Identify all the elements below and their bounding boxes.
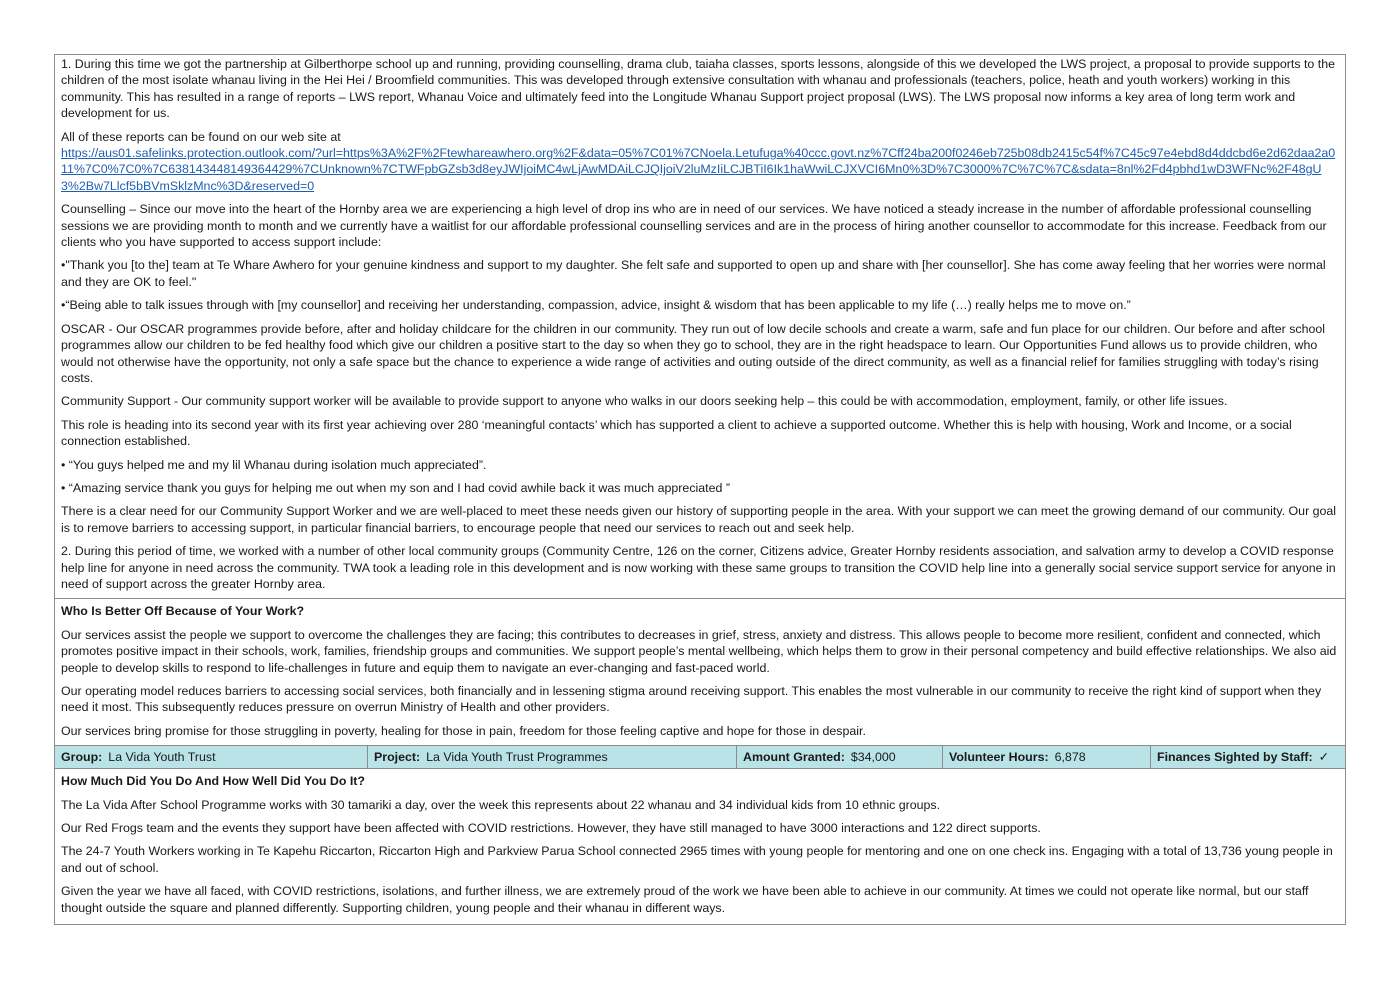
quote-community-1: • “You guys helped me and my lil Whanau during isolation much appreciated”. [61, 457, 487, 472]
paragraph-operating-model: Our operating model reduces barriers to accessing social services, both financially and in lessening stigma around receiving support. This enables the most vulnerable in our community to receive the right kind of support when they need it most. This subsequently reduces pressure on overrun Ministry of Health and other providers. [61, 684, 1322, 715]
quote-counselling-1: •"Thank you [to the] team at Te Whare Awhero for your genuine kindness and support to my daughter. She felt safe and supported to open up and share with [her counsellor]. She has come away feeling that her worries were normal and they are OK to feel." [61, 258, 1326, 289]
paragraph-services: Our services assist the people we support to overcome the challenges they are facing; this contributes to decreases in grief, stress, anxiety and distress. This allows people to become more resilient, confident and connected, which promotes positive impact in their schools, work, families, friendship groups and communities. We support people’s mental wellbeing, which helps them to grow in their personal competency and build effective relationships. We also aid people to develop skills to respond to life-challenges in future and equip them to navigate an ever-changing and fast-paced world. [61, 627, 1337, 675]
finances-cell [1151, 746, 1345, 768]
better-off-section [55, 603, 1345, 746]
paragraph-partnership: 1. During this time we got the partnership at Gilberthorpe school up and running, providing counselling, drama club, taiaha classes, sports lessons, alongside of this we developed the LWS project, a proposal to provide supports to the children of the most isolate whanau living in the Hei Hei / Broomfield communities. This was developed through extensive consultation with whanau and professionals (teachers, police, heath and youth workers) working in this community. This has resulted in a range of reports – LWS report, Whanau Voice and ultimately feed into the Longitude Whanau Support project proposal (LWS). The LWS proposal now informs a key area of long term work and development for us. [61, 57, 1335, 121]
report-document [54, 54, 1346, 925]
paragraph-counselling: Counselling – Since our move into the heart of the Hornby area we are experiencing a high level of drop ins who are in need of our services. We have noticed a steady increase in the number of affordable professional counselling sessions we are providing month to month and we currently have a waitlist for our affordable professional counselling services and are in the process of hiring another counsellor to accommodate for this increase. Feedback from our clients who you have supported to access support include: [61, 202, 1327, 250]
how-much-heading: How Much Did You Do And How Well Did You Do It? [61, 774, 366, 789]
volunteer-cell [943, 746, 1151, 768]
quote-community-2: • “Amazing service thank you guys for helping me out when my son and I had covid awhile back it was much appreciated ” [61, 480, 730, 495]
paragraph-year-summary: Given the year we have all faced, with COVID restrictions, isolations, and further illness, we are extremely proud of the work we have been able to achieve in our community. At times we could not operate like normal, but our staff thought outside the square and planned differently. Supporting children, young people and their whanau in different ways. [61, 884, 1309, 915]
amount-cell [737, 746, 943, 768]
volunteer-label: Volunteer Hours: [949, 750, 1049, 765]
paragraph-reports [61, 129, 1339, 195]
volunteer-value: 6,878 [1054, 750, 1086, 765]
finances-label: Finances Sighted by Staff: [1157, 750, 1313, 765]
project-label: Project: [374, 750, 421, 765]
website-link[interactable]: https://aus01.safelinks.protection.outlook.com/?url=https%3A%2F%2Ftewhareawhero.org%2F&data=05%7C01%7CNoela.Letufuga%40ccc.govt.nz%7Cff24ba200f0246eb725b08db2415c54f%7C45c97e4ebd8d4ddcbd6e2d62daa2a011%7C0%7C0%7C638143448149364429%7CUnknown%7CTWFpbGZsb3d8eyJWIjoiMC4wLjAwMDAiLCJQIjoiV2luMzIiLCJBTiI6Ik1haWwiLCJXVCI6Mn0%3D%7C3000%7C%7C%7C&sdata=8nl%2Fd4pbhd1wD3WFNc%2F48gU3%2Bw7Llcf5bBVmSklzMnc%3D&reserved=0 [61, 146, 1336, 193]
project-cell [368, 746, 737, 768]
paragraph-role: This role is heading into its second year with its first year achieving over 280 ‘meaningful contacts’ which has supported a client to achieve a supported outcome. Whether this is help with housing, Work and Income, or a social connection established. [61, 417, 1292, 449]
activities-section [55, 56, 1345, 599]
finances-check-icon: ✓ [1318, 750, 1329, 765]
reports-intro: All of these reports can be found on our web site at [61, 129, 341, 144]
amount-label: Amount Granted: [743, 750, 845, 765]
group-value: La Vida Youth Trust [108, 750, 216, 765]
group-label: Group: [61, 750, 103, 765]
paragraph-youth-workers: The 24-7 Youth Workers working in Te Kapehu Riccarton, Riccarton High and Parkview Parua School connected 2965 times with young people for mentoring and one on one check ins. Engaging with a total of 13,736 young people in and out of school. [61, 844, 1333, 875]
group-cell [55, 746, 368, 768]
paragraph-covid: 2. During this period of time, we worked with a number of other local community groups (Community Centre, 126 on the corner, Citizens advice, Greater Hornby residents association, and salvation army to develop a COVID response help line for anyone in need across the community. TWA took a leading role in this development and is now working with these same groups to transition the COVID help line into a generally social service support service for anyone in need of support across the greater Hornby area. [61, 544, 1336, 591]
amount-value: $34,000 [850, 750, 896, 765]
paragraph-need: There is a clear need for our Community Support Worker and we are well-placed to meet these needs given our history of supporting people in the area. With your support we can meet the growing demand of our community. Our goal is to remove barriers to accessing support, in particular financial barriers, to encourage people that need our services to reach out and seek help. [61, 504, 1337, 535]
paragraph-after-school: The La Vida After School Programme works with 30 tamariki a day, over the week this represents about 22 whanau and 34 individual kids from 10 ethnic groups. [61, 797, 941, 812]
grant-info-bar [55, 746, 1345, 769]
quote-counselling-2: •“Being able to talk issues through with [my counsellor] and receiving her understanding, compassion, advice, insight & wisdom that has been applicable to my life (…) really helps me to move on.” [61, 298, 1131, 313]
better-off-heading: Who Is Better Off Because of Your Work? [61, 604, 305, 619]
paragraph-promise: Our services bring promise for those struggling in poverty, healing for those in pain, freedom for those feeling captive and hope for those in despair. [61, 723, 866, 738]
how-much-section [55, 773, 1345, 924]
project-value: La Vida Youth Trust Programmes [426, 750, 608, 765]
paragraph-red-frogs: Our Red Frogs team and the events they support have been affected with COVID restrictions. However, they have still managed to have 3000 interactions and 122 direct supports. [61, 821, 1041, 836]
paragraph-oscar: OSCAR - Our OSCAR programmes provide before, after and holiday childcare for the children in our community. They run out of low decile schools and create a warm, safe and fun place for our children. Our before and after school programmes allow our children to be fed healthy food which give our children a positive start to the day so when they go to school, they are in the right headspace to learn. Our Opportunities Fund allows us to provide children, who would not otherwise have the opportunity, not only a safe space but the chance to experience a wide range of activities and outing outside of the direct community, as well as a financial relief for families struggling with today’s rising costs. [61, 321, 1326, 385]
paragraph-community-support: Community Support - Our community support worker will be available to provide support to anyone who walks in our doors seeking help – this could be with accommodation, employment, family, or other life issues. [61, 394, 1228, 409]
